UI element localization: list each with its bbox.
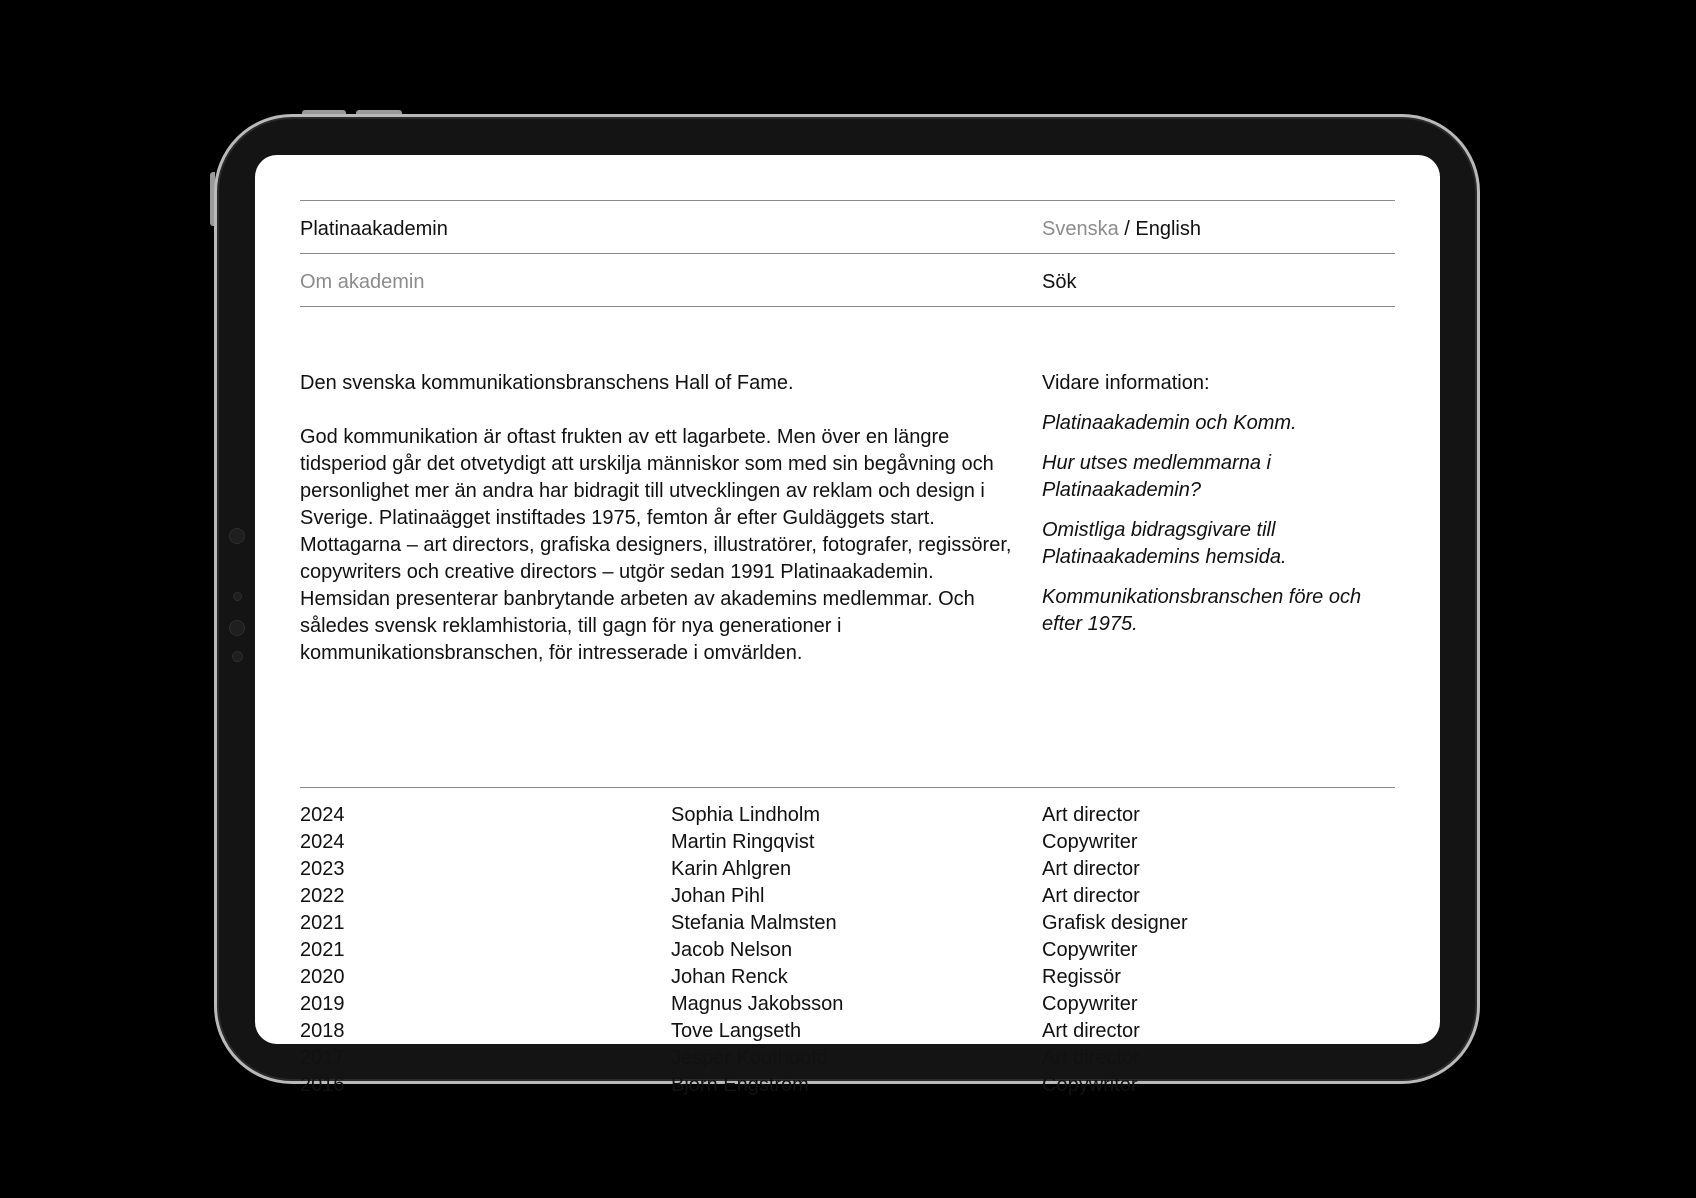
member-year: 2024	[300, 804, 345, 826]
member-role: Grafisk designer	[1042, 912, 1188, 934]
member-year: 2018	[300, 1020, 345, 1042]
member-list	[300, 787, 1395, 1099]
member-role: Art director	[1042, 1047, 1140, 1069]
member-name: Jesper Kouthoofd	[671, 1047, 828, 1069]
lang-separator: /	[1124, 218, 1130, 240]
member-role: Art director	[1042, 804, 1140, 826]
member-row[interactable]	[300, 1045, 1395, 1072]
member-year: 2024	[300, 831, 345, 853]
member-name: Johan Pihl	[671, 885, 765, 907]
member-name: Björn Engström	[671, 1074, 809, 1096]
member-row[interactable]	[300, 883, 1395, 910]
further-info-heading: Vidare information:	[1042, 372, 1210, 394]
member-role: Copywriter	[1042, 1074, 1138, 1096]
member-row[interactable]	[300, 1072, 1395, 1099]
member-rows	[300, 788, 1395, 1099]
camera-lens-2	[229, 620, 245, 636]
nav-bar	[300, 254, 1395, 306]
lang-svenska-link[interactable]: Svenska	[1042, 218, 1119, 240]
info-link[interactable]: Platinaakademin och Komm.	[1042, 412, 1297, 434]
member-role: Art director	[1042, 885, 1140, 907]
member-row[interactable]	[300, 991, 1395, 1018]
member-role: Regissör	[1042, 966, 1121, 988]
member-role: Copywriter	[1042, 993, 1138, 1015]
further-info	[1042, 370, 1392, 651]
member-row[interactable]	[300, 937, 1395, 964]
member-year: 2023	[300, 858, 345, 880]
member-year: 2022	[300, 885, 345, 907]
screen	[255, 155, 1440, 1096]
intro-body: God kommunikation är oftast frukten av ett lagarbete. Men över en längre tidsperiod går det otvetydigt att urskilja människor som med sin begåvning och personlighet mer än andra har bidragit till utvecklingen av reklam och design i Sverige. Platinaägget instiftades 1975, femton år efter Guldäggets start. Mottagarna – art directors, grafiska designers, illustratörer, fotografer, regissörer, copywriters och creative directors – utgör sedan 1991 Platinaakademin. Hemsidan presenterar banbrytande arbeten av akademins medlemmar. Och således svensk reklamhistoria, till gagn för nya generationer i kommunikationsbranschen, för intresserade i omvärlden.	[300, 426, 1012, 664]
member-role: Copywriter	[1042, 939, 1138, 961]
camera-lens	[229, 528, 245, 544]
member-row[interactable]	[300, 829, 1395, 856]
divider	[300, 306, 1395, 307]
member-year: 2020	[300, 966, 345, 988]
lang-english-link[interactable]: English	[1135, 218, 1202, 240]
member-name: Tove Langseth	[671, 1020, 802, 1042]
member-year: 2016	[300, 1074, 345, 1096]
camera-sensor	[233, 592, 242, 601]
header-bar	[300, 201, 1395, 253]
info-link[interactable]: Kommunikationsbranschen före och efter 1975.	[1042, 586, 1362, 635]
member-year: 2019	[300, 993, 345, 1015]
tagline: Den svenska kommunikationsbranschens Hall of Fame.	[300, 372, 794, 394]
camera-flash	[232, 651, 243, 662]
member-year: 2017	[300, 1047, 345, 1069]
member-name: Stefania Malmsten	[671, 912, 837, 934]
nav-about-link[interactable]: Om akademin	[300, 271, 425, 293]
nav-search-link[interactable]: Sök	[1042, 271, 1077, 293]
member-name: Sophia Lindholm	[671, 804, 820, 826]
info-link[interactable]: Hur utses medlemmarna i Platinaakademin?	[1042, 452, 1271, 501]
member-row[interactable]	[300, 910, 1395, 937]
member-year: 2021	[300, 912, 345, 934]
member-name: Johan Renck	[671, 966, 788, 988]
member-name: Magnus Jakobsson	[671, 993, 844, 1015]
member-name: Karin Ahlgren	[671, 858, 792, 880]
member-row[interactable]	[300, 964, 1395, 991]
member-row[interactable]	[300, 802, 1395, 829]
member-year: 2021	[300, 939, 345, 961]
info-link[interactable]: Omistliga bidragsgivare till Platinaakademins hemsida.	[1042, 519, 1287, 568]
member-row[interactable]	[300, 1018, 1395, 1045]
site-title[interactable]: Platinaakademin	[300, 218, 448, 240]
member-role: Copywriter	[1042, 831, 1138, 853]
page-content	[300, 200, 1395, 1096]
language-switch	[1042, 217, 1201, 241]
member-role: Art director	[1042, 1020, 1140, 1042]
member-name: Martin Ringqvist	[671, 831, 815, 853]
intro-text	[300, 370, 1015, 667]
member-role: Art director	[1042, 858, 1140, 880]
member-row[interactable]	[300, 856, 1395, 883]
member-name: Jacob Nelson	[671, 939, 793, 961]
